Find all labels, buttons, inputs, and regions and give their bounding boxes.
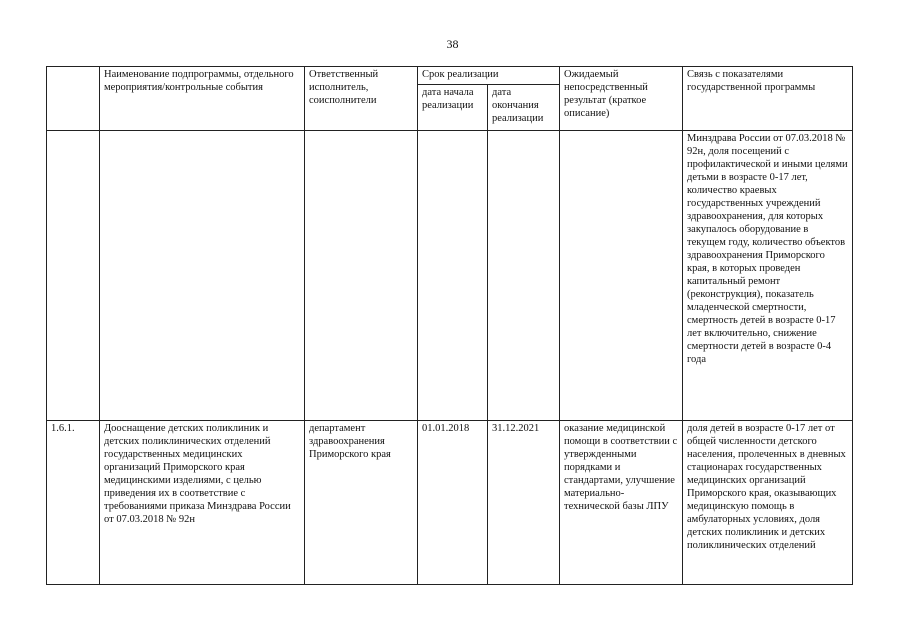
program-table xyxy=(46,66,853,585)
header-link: Связь с показателями государственной программы xyxy=(683,67,853,131)
header-end-date: дата окончания реализации xyxy=(488,85,560,131)
header-name: Наименование подпрограммы, отдельного мероприятия/контрольные события xyxy=(100,67,305,131)
header-result: Ожидаемый непосредственный результат (краткое описание) xyxy=(560,67,683,131)
row-end-date: 31.12.2021 xyxy=(488,421,560,585)
row-start-date: 01.01.2018 xyxy=(418,421,488,585)
row-link: доля детей в возрасте 0-17 лет от общей численности детского населения, пролеченных в дневных стационарах государственных медицинских организаций Приморского края, оказывающих медицинскую помощь в амбулаторных условиях, доля детских поликлиник и детских поликлинических отделений xyxy=(683,421,853,585)
header-start-date: дата начала реализации xyxy=(418,85,488,131)
header-number-cell xyxy=(47,67,100,131)
continued-num-cell xyxy=(47,131,100,421)
continued-responsible-cell xyxy=(305,131,418,421)
continued-start-cell xyxy=(418,131,488,421)
row-responsible: департамент здравоохранения Приморского края xyxy=(305,421,418,585)
row-number: 1.6.1. xyxy=(47,421,100,585)
page-number: 38 xyxy=(446,37,459,51)
continued-result-cell xyxy=(560,131,683,421)
header-period: Срок реализации xyxy=(418,67,560,85)
header-responsible: Ответственный исполнитель, соисполнители xyxy=(305,67,418,131)
continued-name-cell xyxy=(100,131,305,421)
continued-end-cell xyxy=(488,131,560,421)
row-name: Дооснащение детских поликлиник и детских поликлинических отделений государственных медицинских организаций Приморского края медицинскими изделиями, с целью приведения их в соответствие с требованиями приказа Минздрава России от 07.03.2018 № 92н xyxy=(100,421,305,585)
continued-link-text: Минздрава России от 07.03.2018 № 92н, доля посещений с профилактической и иными целями детьми в возрасте 0-17 лет, количество краевых государственных учреждений здравоохранения, для которых закупалось оборудование в текущем году, количество объектов здравоохранения Приморского края, в которых проведен капитальный ремонт (реконструкция), показатель младенческой смертности, смертность детей в возрасте 0-17 лет включительно, снижение смертности детей в возрасте 0-4 года xyxy=(683,131,853,421)
row-result: оказание медицинской помощи в соответствии с утвержденными порядками и стандартами, улучшение материально-технической базы ЛПУ xyxy=(560,421,683,585)
